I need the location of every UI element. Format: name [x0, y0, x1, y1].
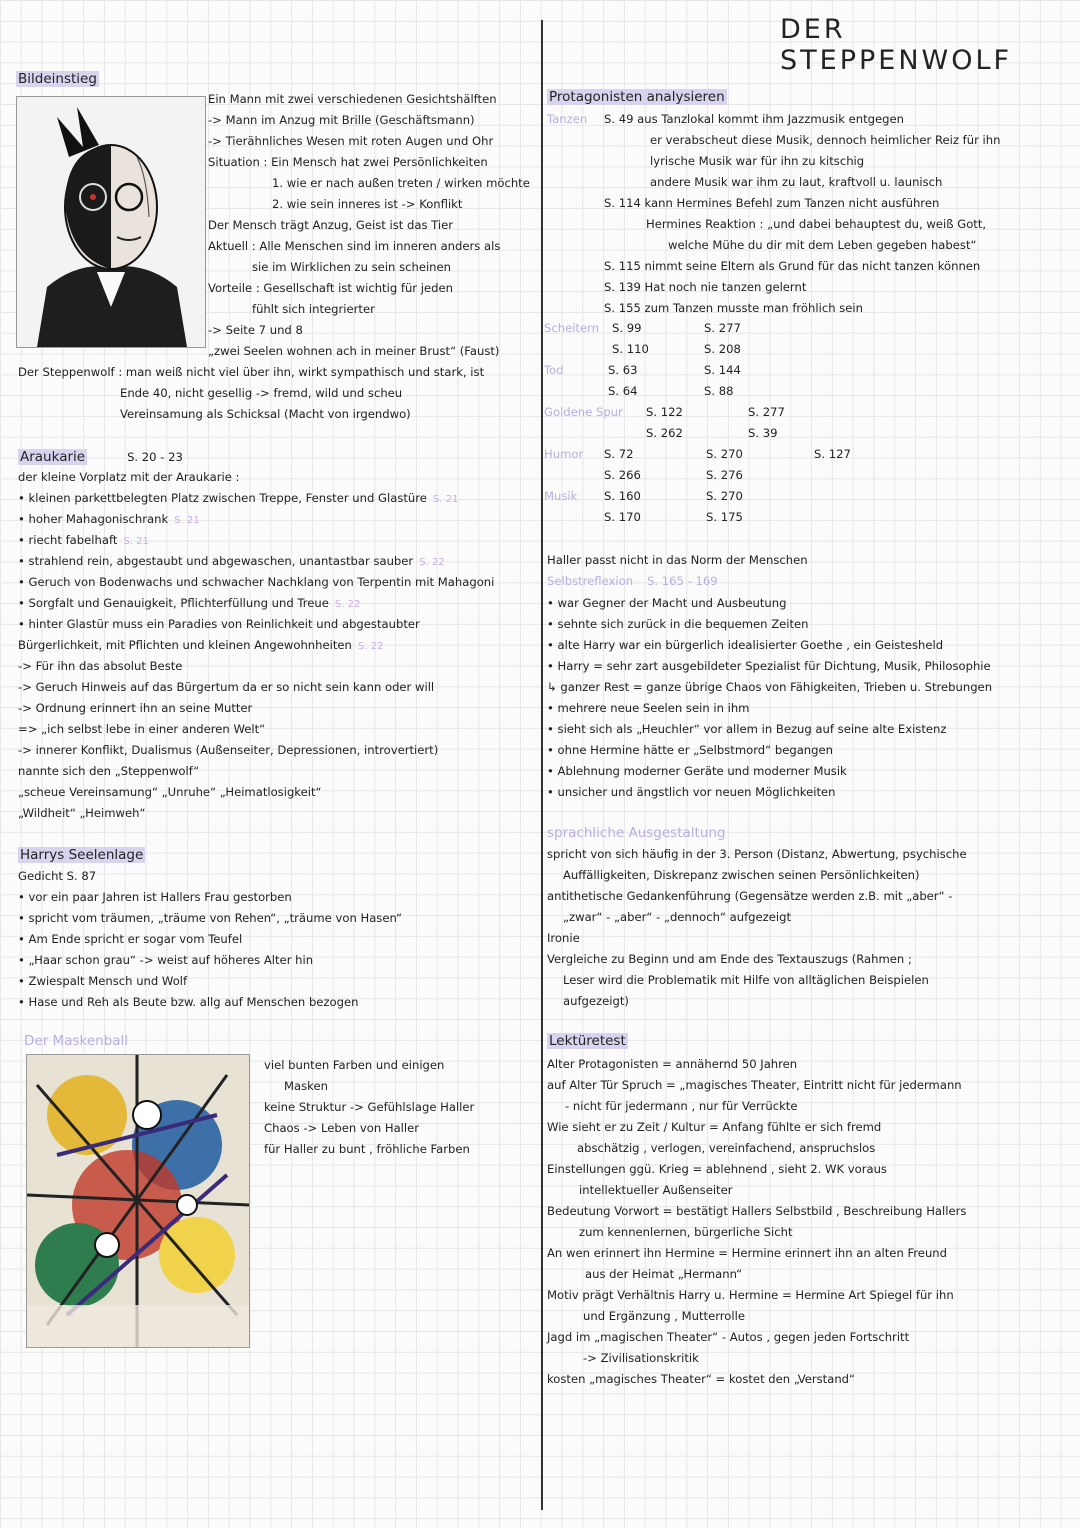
araucarie-page-ref: S. 22	[419, 557, 445, 568]
maskenball-line: viel bunten Farben und einigen	[264, 1058, 445, 1072]
theme-page-ref: S. 170	[604, 510, 641, 524]
lekture-heading: Lektüretest	[549, 1033, 626, 1049]
theme-page-ref: S. 110	[612, 342, 649, 356]
lekture-line: Motiv prägt Verhältnis Harry u. Hermine = Hermine Art Spiegel für ihn	[547, 1288, 954, 1302]
araucarie-line-text: -> Geruch Hinweis auf das Bürgertum da er so nicht sein kann oder will	[18, 680, 435, 694]
sprachliche-line: spricht von sich häufig in der 3. Person (Distanz, Abwertung, psychische	[547, 847, 967, 861]
harry-line: Gedicht S. 87	[18, 869, 97, 883]
theme-page-ref: S. 63	[608, 363, 638, 377]
theme-page-ref: S. 99	[612, 321, 642, 335]
theme-page-ref: S. 160	[604, 489, 641, 503]
araucarie-heading: Araukarie S. 20 - 23	[20, 449, 183, 465]
araucarie-line	[18, 470, 239, 484]
araucarie-line	[18, 806, 145, 820]
maskenball-line: Masken	[284, 1079, 328, 1093]
araucarie-line	[18, 575, 494, 589]
theme-page-ref: S. 144	[704, 363, 741, 377]
araucarie-page-ref: S. 22	[357, 641, 384, 652]
theme-page-ref: S. 266	[604, 468, 641, 482]
bild-line: Ein Mann mit zwei verschiedenen Gesichtshälften	[208, 92, 497, 106]
lekture-line: intellektueller Außenseiter	[579, 1183, 733, 1197]
lekture-line: und Ergänzung , Mutterrolle	[583, 1309, 745, 1323]
araucarie-line-text: -> innerer Konflikt, Dualismus (Außenseiter, Depressionen, introvertiert)	[18, 743, 439, 757]
araucarie-line	[18, 680, 434, 694]
araucarie-line	[18, 554, 445, 570]
tanzen-line: lyrische Musik war für ihn zu kitschig	[650, 154, 865, 168]
lekture-line: kosten „magisches Theater“ = kostet den „Verstand“	[547, 1372, 856, 1386]
lekture-line: Alter Protagonisten = annähernd 50 Jahren	[547, 1057, 798, 1071]
bild-line: fühlt sich integrierter	[252, 302, 375, 316]
tanzen-line: S. 49 aus Tanzlokal kommt ihm Jazzmusik entgegen	[604, 112, 904, 126]
selbstreflexion-line: • sieht sich als „Heuchler“ vor allem in Bezug auf seine alte Existenz	[547, 722, 947, 736]
protagonisten-heading: Protagonisten analysieren	[549, 89, 725, 105]
bild-line: Vorteile : Gesellschaft ist wichtig für jeden	[208, 281, 453, 295]
araucarie-line-text: der kleine Vorplatz mit der Araukarie :	[18, 470, 240, 484]
harry-line: • vor ein paar Jahren ist Hallers Frau gestorben	[18, 890, 292, 904]
bild-line: -> Seite 7 und 8	[208, 323, 303, 337]
steppenwolf-line: Ende 40, nicht gesellig -> fremd, wild und scheu	[120, 386, 403, 400]
bild-line: Situation : Ein Mensch hat zwei Persönlichkeiten	[208, 155, 488, 169]
araucarie-page-ref: S. 21	[432, 494, 459, 505]
araucarie-line-text: • strahlend rein, abgestaubt und abgewaschen, unantastbar sauber	[18, 554, 414, 568]
tanzen-line: welche Mühe du dir mit dem Leben gegeben habest“	[668, 238, 977, 252]
bild-line: 2. wie sein inneres ist -> Konflikt	[272, 197, 463, 211]
araucarie-line	[18, 617, 420, 631]
harry-line: • „Haar schon grau“ -> weist auf höheres Alter hin	[18, 953, 314, 967]
araucarie-line-text: „Wildheit“ „Heimweh“	[18, 806, 146, 820]
theme-page-ref: S. 64	[608, 384, 638, 398]
steppenwolf-line: Der Steppenwolf : man weiß nicht viel über ihn, wirkt sympathisch und stark, ist	[18, 365, 485, 379]
maskenball-painting-image	[26, 1054, 250, 1348]
araucarie-line	[18, 722, 265, 736]
selbstreflexion-line: • Harry = sehr zart ausgebildeter Spezialist für Dichtung, Musik, Philosophie	[547, 659, 991, 673]
sprachliche-line: Ironie	[547, 931, 580, 945]
araucarie-line-text: => „ich selbst lebe in einer anderen Welt“	[18, 722, 266, 736]
araucarie-line	[18, 491, 458, 507]
tanzen-line: S. 155 zum Tanzen musste man fröhlich sein	[604, 301, 863, 315]
araucarie-line	[18, 512, 200, 528]
sprachliche-line: aufgezeigt)	[563, 994, 629, 1008]
araucarie-line-text: • Sorgfalt und Genauigkeit, Pflichterfüllung und Treue	[18, 596, 329, 610]
lekture-line: - nicht für jedermann , nur für Verrückte	[565, 1099, 798, 1113]
araucarie-line	[18, 743, 438, 757]
bild-line: „zwei Seelen wohnen ach in meiner Brust“ (Faust)	[208, 344, 500, 358]
selbstreflexion-line: • unsicher und ängstlich vor neuen Möglichkeiten	[547, 785, 836, 799]
column-divider	[541, 20, 543, 1510]
theme-page-ref: S. 88	[704, 384, 734, 398]
selbstreflexion-line: • Ablehnung moderner Geräte und moderner Musik	[547, 764, 847, 778]
araucarie-line-text: -> Für ihn das absolut Beste	[18, 659, 183, 673]
selbstreflexion-line: • alte Harry war ein bürgerlich idealisierter Goethe , ein Geistesheld	[547, 638, 944, 652]
araucarie-line-text: • hinter Glastür muss ein Paradies von Reinlichkeit und abgestaubter	[18, 617, 420, 631]
bild-line: 1. wie er nach außen treten / wirken möchte	[272, 176, 530, 190]
tanzen-line: Hermines Reaktion : „und dabei behauptest du, weiß Gott,	[646, 217, 987, 231]
tanzen-line: S. 139 Hat noch nie tanzen gelernt	[604, 280, 807, 294]
selbstreflexion-line: ↳ ganzer Rest = ganze übrige Chaos von Fähigkeiten, Trieben u. Strebungen	[547, 680, 993, 694]
lekture-line: Jagd im „magischen Theater“ - Autos , gegen jeden Fortschritt	[547, 1330, 910, 1344]
araucarie-line-text: • kleinen parkettbelegten Platz zwischen Treppe, Fenster und Glastüre	[18, 491, 427, 505]
araucarie-line-text: • riecht fabelhaft	[18, 533, 118, 547]
harry-heading: Harrys Seelenlage	[20, 847, 144, 863]
theme-page-ref: S. 270	[706, 447, 743, 461]
harry-line: • spricht vom träumen, „träume von Rehen“, „träume von Hasen“	[18, 911, 402, 925]
lekture-line: Bedeutung Vorwort = bestätigt Hallers Selbstbild , Beschreibung Hallers	[547, 1204, 967, 1218]
lekture-line: Einstellungen ggü. Krieg = ablehnend , sieht 2. WK voraus	[547, 1162, 887, 1176]
theme-page-ref: S. 72	[604, 447, 634, 461]
araucarie-line	[18, 701, 252, 715]
araucarie-line	[18, 638, 383, 654]
lekture-line: Wie sieht er zu Zeit / Kultur = Anfang fühlte er sich fremd	[547, 1120, 882, 1134]
tanzen-label: Tanzen	[547, 112, 588, 126]
araucarie-line-text: nannte sich den „Steppenwolf“	[18, 764, 200, 778]
araucarie-page-ref: S. 21	[123, 536, 149, 547]
selbstreflexion-line: • war Gegner der Macht und Ausbeutung	[547, 596, 787, 610]
lekture-line: aus der Heimat „Hermann“	[585, 1267, 743, 1281]
theme-page-ref: S. 270	[706, 489, 743, 503]
lekture-line: An wen erinnert ihn Hermine = Hermine erinnert ihn an alten Freund	[547, 1246, 948, 1260]
steppenwolf-line: Vereinsamung als Schicksal (Macht von irgendwo)	[120, 407, 411, 421]
theme-page-ref: S. 262	[646, 426, 683, 440]
araucarie-line	[18, 659, 182, 673]
maskenball-heading: Der Maskenball	[24, 1033, 129, 1049]
araucarie-line	[18, 785, 322, 799]
araucarie-line	[18, 596, 360, 612]
harry-line: • Am Ende spricht er sogar vom Teufel	[18, 932, 243, 946]
tanzen-line: andere Musik war ihm zu laut, kraftvoll u. launisch	[650, 175, 943, 189]
theme-page-ref: S. 208	[704, 342, 741, 356]
sprachliche-line: „zwar“ - „aber“ - „dennoch“ aufgezeigt	[563, 910, 792, 924]
page-title: DER STEPPENWOLF	[780, 14, 1013, 76]
harry-line: • Zwiespalt Mensch und Wolf	[18, 974, 188, 988]
lekture-line: auf Alter Tür Spruch = „magisches Theater, Eintritt nicht für jedermann	[547, 1078, 962, 1092]
araucarie-page-ref: S. 21	[174, 515, 200, 526]
bild-line: Aktuell : Alle Menschen sind im inneren anders als	[208, 239, 501, 253]
tanzen-line: er verabscheut diese Musik, dennoch heimlicher Reiz für ihn	[650, 133, 1001, 147]
araucarie-line-text: • Geruch von Bodenwachs und schwacher Nachklang von Terpentin mit Mahagoni	[18, 575, 495, 589]
theme-page-ref: S. 127	[814, 447, 851, 461]
theme-label: Musik	[544, 489, 578, 503]
selbstreflexion-line: • mehrere neue Seelen sein in ihm	[547, 701, 750, 715]
theme-page-ref: S. 277	[704, 321, 741, 335]
sprachliche-line: antithetische Gedankenführung (Gegensätze werden z.B. mit „aber“ -	[547, 889, 953, 903]
theme-page-ref: S. 277	[748, 405, 785, 419]
lekture-line: abschätzig , verlogen, vereinfachend, anspruchslos	[577, 1141, 876, 1155]
sprachliche-line: Leser wird die Problematik mit Hilfe von alltäglichen Beispielen	[563, 973, 929, 987]
theme-page-ref: S. 276	[706, 468, 743, 482]
araucarie-line-text: Bürgerlichkeit, mit Pflichten und kleinen Angewohnheiten	[18, 638, 352, 652]
theme-label: Scheitern	[544, 321, 600, 335]
theme-label: Humor	[544, 447, 584, 461]
lekture-line: zum kennenlernen, bürgerliche Sicht	[579, 1225, 793, 1239]
araucarie-line-text: „scheue Vereinsamung“ „Unruhe“ „Heimatlosigkeit“	[18, 785, 322, 799]
araucarie-line	[18, 533, 149, 549]
selbstreflexion-heading: Selbstreflexion S. 165 - 169	[547, 574, 718, 588]
harry-line: • Hase und Reh als Beute bzw. allg auf Menschen bezogen	[18, 995, 359, 1009]
sprachliche-line: Vergleiche zu Beginn und am Ende des Textauszugs (Rahmen ;	[547, 952, 912, 966]
sprachliche-line: Auffälligkeiten, Diskrepanz zwischen seinen Persönlichkeiten)	[563, 868, 920, 882]
bild-line: -> Tierähnliches Wesen mit roten Augen und Ohr	[208, 134, 494, 148]
tanzen-line: S. 114 kann Hermines Befehl zum Tanzen nicht ausführen	[604, 196, 940, 210]
araucarie-line-text: -> Ordnung erinnert ihn an seine Mutter	[18, 701, 253, 715]
bildeinstieg-heading: Bildeinstieg	[18, 71, 97, 87]
bild-line: -> Mann im Anzug mit Brille (Geschäftsmann)	[208, 113, 475, 127]
araucarie-line-text: • hoher Mahagonischrank	[18, 512, 169, 526]
theme-page-ref: S. 175	[706, 510, 743, 524]
tanzen-line: S. 115 nimmt seine Eltern als Grund für das nicht tanzen können	[604, 259, 981, 273]
bild-line: Der Mensch trägt Anzug, Geist ist das Tier	[208, 218, 454, 232]
hesse-portrait-image	[16, 96, 206, 348]
selbstreflexion-line: • ohne Hermine hätte er „Selbstmord“ begangen	[547, 743, 833, 757]
haller-norm-text: Haller passt nicht in das Norm der Menschen	[547, 553, 808, 567]
bild-line: sie im Wirklichen zu sein scheinen	[252, 260, 452, 274]
araucarie-page-ref: S. 22	[334, 599, 361, 610]
maskenball-line: für Haller zu bunt , fröhliche Farben	[264, 1142, 470, 1156]
theme-page-ref: S. 39	[748, 426, 778, 440]
theme-label: Goldene Spur	[544, 405, 623, 419]
maskenball-line: keine Struktur -> Gefühlslage Haller	[264, 1100, 475, 1114]
araucarie-line	[18, 764, 199, 778]
sprachliche-heading: sprachliche Ausgestaltung	[547, 825, 726, 841]
theme-label: Tod	[544, 363, 564, 377]
maskenball-line: Chaos -> Leben von Haller	[264, 1121, 420, 1135]
lekture-line: -> Zivilisationskritik	[583, 1351, 699, 1365]
selbstreflexion-line: • sehnte sich zurück in die bequemen Zeiten	[547, 617, 809, 631]
theme-page-ref: S. 122	[646, 405, 683, 419]
